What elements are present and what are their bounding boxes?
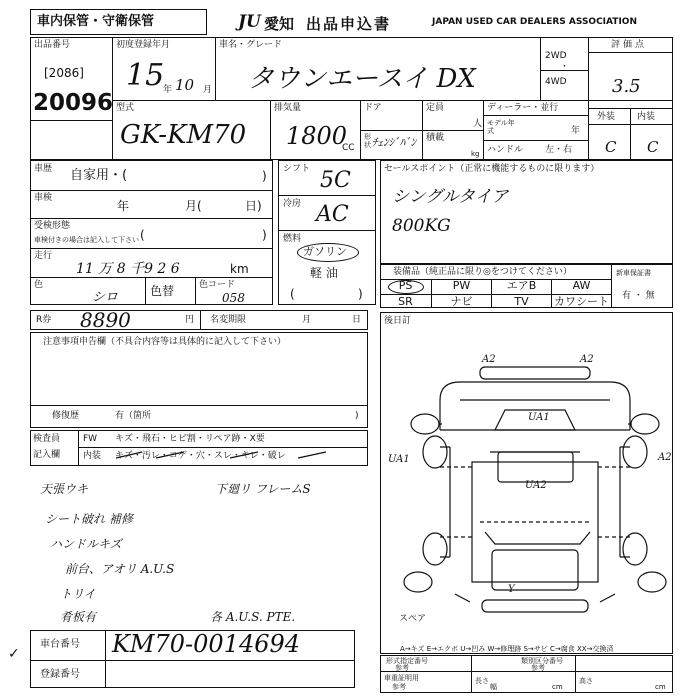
damage-mark: Y <box>508 584 515 595</box>
association-name: JAPAN USED CAR DEALERS ASSOCIATION <box>432 17 637 27</box>
mileage-unit: km <box>230 262 249 276</box>
sales-point-line1: シングルタイア <box>392 187 509 207</box>
repair-value: 有（箇所 <box>115 411 152 421</box>
handwritten-note: 前台、アオリ A.U.S <box>65 562 175 576</box>
inspector-ext-items: キズ・飛石・ヒビ割・リペア跡・X要 <box>115 434 265 444</box>
inspection-month: 月( <box>185 199 202 213</box>
inspection-day: 日) <box>245 199 262 213</box>
inspection-year: 年 <box>117 199 130 213</box>
shift-label: シフト <box>283 164 311 174</box>
type-value: GK-KM70 <box>120 120 247 150</box>
licensing-note: 車検付きの場合は記入して下さい <box>34 236 139 244</box>
length-cm: cm <box>552 683 563 691</box>
legend-line: A→キズ E→エクボ U→凹み W→修理跡 S→サビ C→腐食 XX→交換済 <box>400 645 614 653</box>
sales-point-label: セールスポイント（正常に機能するものに限ります） <box>384 164 600 174</box>
reg-year: 15 <box>126 58 165 93</box>
diagram-marks <box>380 312 673 654</box>
handwritten-note: ハンドルキズ <box>50 537 122 551</box>
repair-label: 修復歴 <box>52 411 80 421</box>
exterior-label: 外装 <box>597 112 616 122</box>
handwritten-note: トリイ <box>60 587 96 601</box>
handle-opts: 左・右 <box>545 145 573 155</box>
rear-label: 後日訂 <box>384 316 412 326</box>
shift-value: 5C <box>320 168 351 193</box>
disp-value: 1800 <box>286 122 348 150</box>
handwritten-note: 下廻リ フレームS <box>215 482 311 496</box>
width-cm: cm <box>655 683 666 691</box>
mileage-label: 走行 <box>34 251 53 261</box>
spare-label: スペア <box>399 614 427 624</box>
fuel-close: ) <box>358 287 363 301</box>
score-value: 3.5 <box>612 76 641 97</box>
score-label: 評価点 <box>611 40 648 50</box>
drive-2wd: 2WD <box>545 51 567 61</box>
name-change-day: 日 <box>352 315 362 325</box>
tsuki-label: 月 <box>203 85 213 95</box>
mileage-value: 11 万 8 千9 2 6 <box>76 261 180 277</box>
equipment-item: カワシート <box>554 294 609 308</box>
nen-label: 年 <box>163 85 173 95</box>
color-code-value: 058 <box>222 291 245 305</box>
equipment-item: TV <box>492 294 552 309</box>
equipment-grid <box>380 279 611 308</box>
ac-label: 冷房 <box>283 199 302 209</box>
fuel-open: ( <box>290 287 295 301</box>
exterior-value: C <box>605 138 617 156</box>
logo-region: 愛知 <box>264 15 295 33</box>
sheet-title: 出品申込書 <box>306 15 392 33</box>
model-year-nen: 年 <box>571 126 581 136</box>
fuel-label: 燃料 <box>283 234 302 244</box>
notes-label: 注意事項申告欄（不具合内容等は具体的に記入して下さい） <box>43 337 287 347</box>
damage-mark: A2 <box>482 354 496 365</box>
history-label: 車歴 <box>34 164 53 174</box>
handwritten-notes <box>30 470 370 630</box>
storage-box <box>30 9 207 35</box>
capacity-label: 定員 <box>426 103 445 113</box>
inspector-label2: 記入欄 <box>33 450 61 460</box>
ju-logo: JU <box>238 12 261 32</box>
shape-value: ﾁｪﾝｼﾞﾊﾞﾝ <box>372 136 416 149</box>
inspection-label: 車検 <box>34 193 53 203</box>
chassis-label: 車台番号 <box>40 639 80 650</box>
length-label: 長さ <box>475 677 489 685</box>
inspector-int-items: キズ・汚レ・コゲ・穴・スレ・キレ・破レ <box>115 451 286 461</box>
handwritten-note: 肴板有 <box>60 610 97 624</box>
damage-mark: UA1 <box>388 454 410 465</box>
kg-unit: kg <box>471 150 480 158</box>
warranty-options: 有 ・ 無 <box>622 291 655 301</box>
fuel-gasoline: ガソリン <box>303 245 347 258</box>
color-code-label: 色コード <box>199 280 236 290</box>
color-label: 色 <box>34 280 44 290</box>
interior-value: C <box>647 138 659 156</box>
door-label: ドア <box>364 103 382 113</box>
vehicle-sub: 参考 <box>392 683 406 691</box>
licensing-label: 受検形態 <box>34 221 71 231</box>
load-label: 積載 <box>426 133 445 143</box>
inspector-int-label: 内装 <box>83 451 102 461</box>
check-mark: ✓ <box>8 646 20 662</box>
inspector-label1: 検査員 <box>33 434 61 444</box>
handwritten-note: 天張ウキ <box>40 482 89 496</box>
damage-mark: A2 <box>658 452 672 463</box>
equipment-item: PS <box>380 279 432 294</box>
sales-point-frame <box>380 160 673 264</box>
class-sub: 参考 <box>531 664 545 672</box>
warranty-label: 新車保証書 <box>616 269 651 277</box>
name-change-month: 月 <box>302 315 312 325</box>
reg-month: 10 <box>175 76 195 94</box>
vehicle-label: 車重証明用 <box>384 674 419 682</box>
history-value: 自家用・( <box>70 168 128 183</box>
damage-mark: UA2 <box>525 480 547 491</box>
equipment-selected-ring <box>388 280 424 294</box>
licensing-open: ( <box>140 228 145 242</box>
damage-mark: UA1 <box>528 412 550 423</box>
model-year-label: モデル年式 <box>487 119 515 135</box>
equipment-item: エアB <box>492 279 552 294</box>
fuel-diesel: 軽 油 <box>310 266 338 280</box>
damage-mark: A2 <box>580 354 594 365</box>
licensing-close: ) <box>262 228 267 242</box>
repaint-label: 色替 <box>150 284 175 298</box>
equipment-item: AW <box>572 279 591 292</box>
shape-label: 形状 <box>364 133 371 149</box>
strike-marks <box>110 446 360 464</box>
recycle-yen: 円 <box>185 315 195 325</box>
drive-4wd: 4WD <box>545 77 567 87</box>
lot-number: 20096 <box>33 90 114 116</box>
model-label: 車名・グレード <box>219 40 283 50</box>
sales-point-line2: 800KG <box>392 216 451 236</box>
model-value: タウンエースイ DX <box>248 64 476 94</box>
reg-label: 初度登録年月 <box>116 40 171 50</box>
height-label: 高さ <box>579 677 593 685</box>
type-pref-sub: 参考 <box>395 664 409 672</box>
repair-close: ) <box>355 411 359 421</box>
handle-label: ハンドル <box>487 145 524 155</box>
type-pref-label: 形式指定番号 <box>386 657 428 665</box>
registration-label: 登録番号 <box>40 669 80 680</box>
person-unit: 人 <box>473 119 483 129</box>
ac-value: AC <box>316 202 349 227</box>
disp-label: 排気量 <box>274 103 302 113</box>
equipment-item: PW <box>432 279 492 294</box>
storage-label: 車内保管・守衛保管 <box>37 14 155 29</box>
equipment-label: 装備品（純正品に限り◎をつけてください） <box>393 267 572 277</box>
color-value: シロ <box>92 290 119 305</box>
interior-label: 内装 <box>637 112 656 122</box>
equipment-item: ナビ <box>432 294 492 309</box>
handwritten-note: 各 A.U.S. PTE. <box>210 610 296 624</box>
recycle-label: R券 <box>36 315 52 325</box>
lot-bracket: [2086] <box>44 66 84 80</box>
equipment-item: SR <box>380 294 432 309</box>
cc-unit: CC <box>342 143 355 153</box>
handwritten-note: シート破れ 補修 <box>45 512 133 526</box>
inspector-fw: FW <box>83 434 98 444</box>
name-change-label: 名変期限 <box>210 315 247 325</box>
recycle-value: 8890 <box>80 308 131 332</box>
lot-label: 出品番号 <box>34 40 71 50</box>
width-label: 幅 <box>490 683 497 691</box>
history-close: ) <box>262 169 267 183</box>
dealer-label: ディーラー・並行 <box>487 103 559 113</box>
chassis-value: KM70-0014694 <box>112 630 301 658</box>
class-label: 類別区分番号 <box>521 657 563 665</box>
type-label: 型式 <box>116 103 135 113</box>
drive-dot: ・ <box>560 62 570 72</box>
